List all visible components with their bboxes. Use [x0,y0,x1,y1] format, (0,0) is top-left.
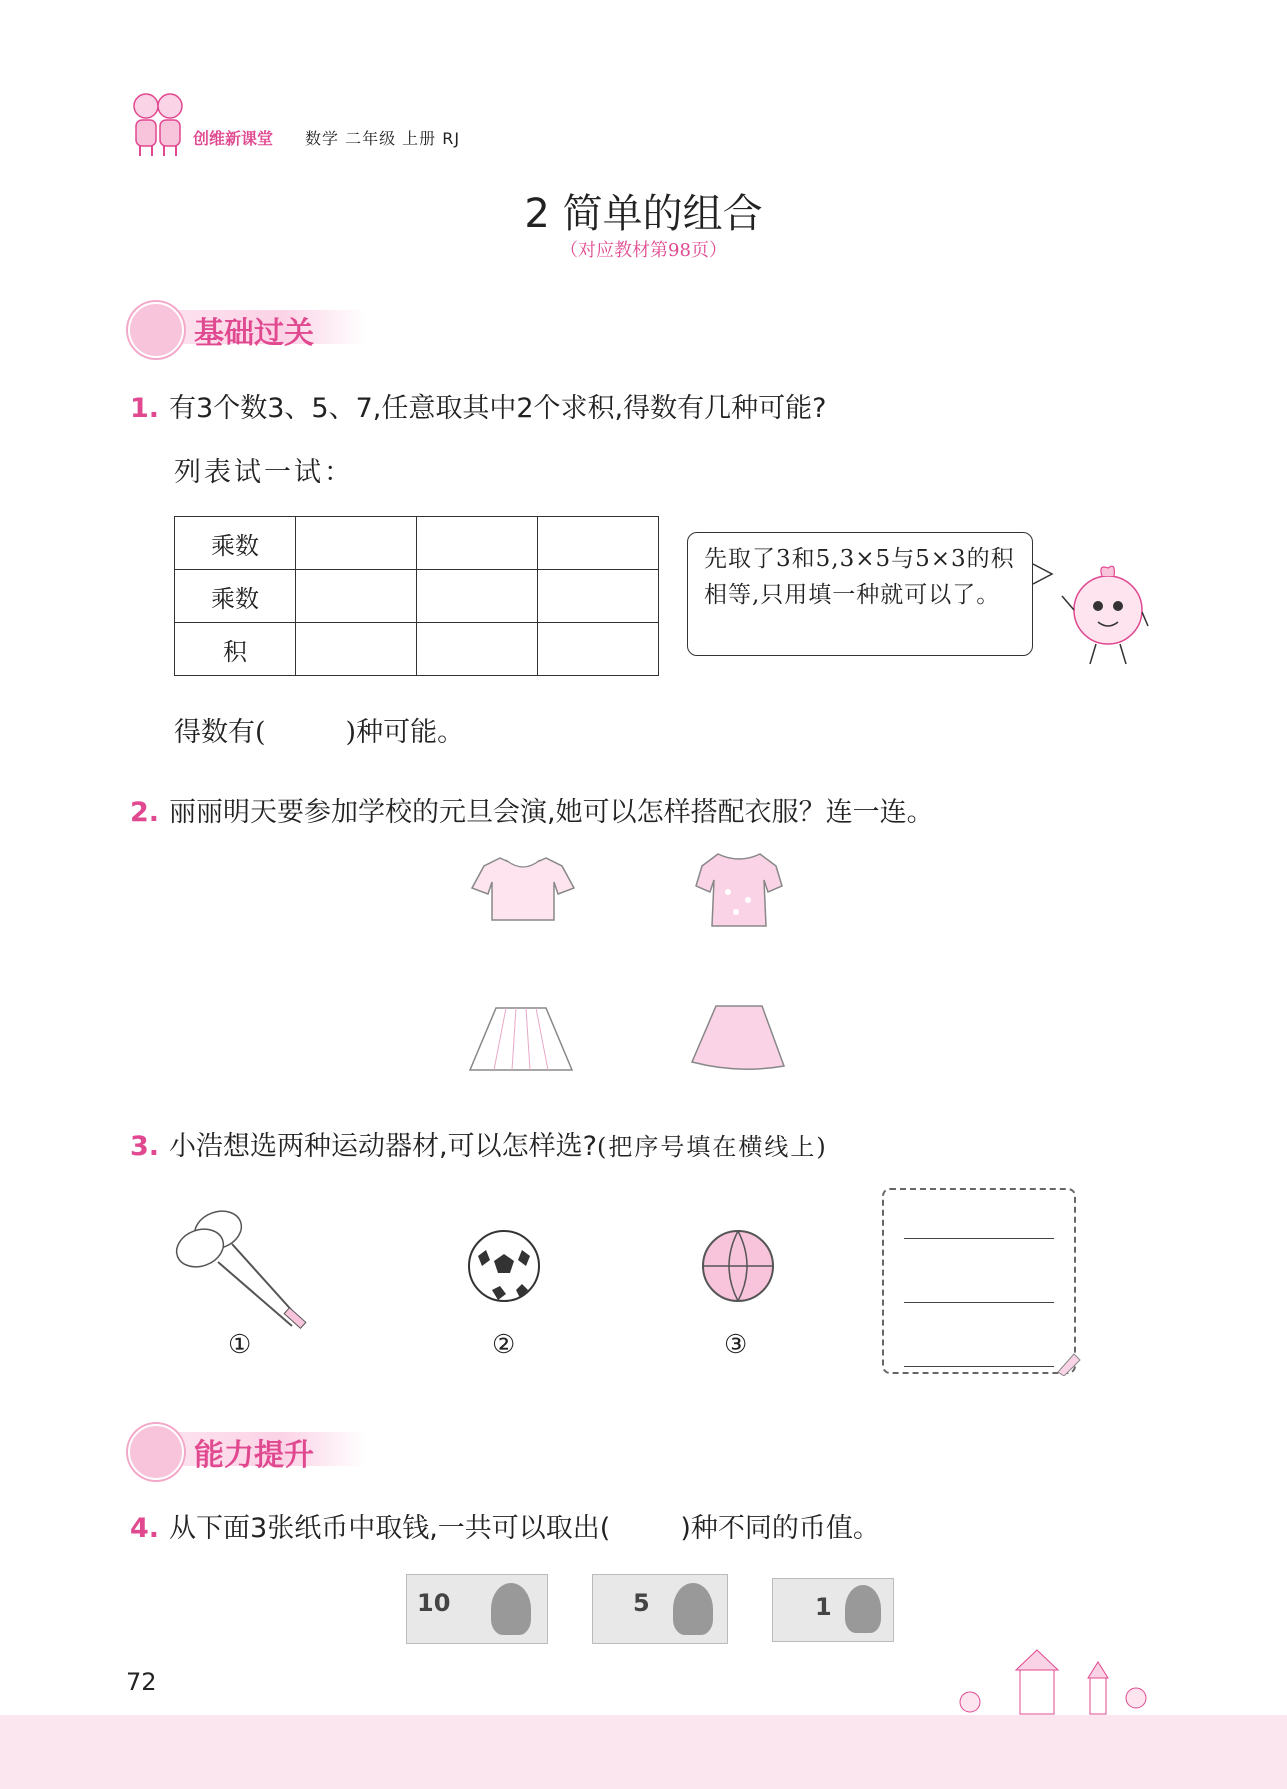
subject-info: 数学 二年级 上册 RJ [305,129,461,148]
section-advanced-header [128,1424,378,1474]
soccer-ball-icon [466,1228,542,1304]
section-basic-label: 基础过关 [194,316,314,351]
pencil-icon [1054,1346,1084,1376]
page-header [128,88,528,160]
section-avatar-icon [128,302,184,358]
item-2-label: ② [492,1330,516,1360]
portrait-icon [673,1583,713,1635]
shirt-1-icon[interactable] [470,852,576,924]
answer-prefix: 得数有( [174,717,266,748]
skirt-wrap-icon[interactable] [688,1002,788,1074]
page-title: 2 简单的组合 [524,191,763,237]
table-cell[interactable] [296,623,417,676]
question-3-note: (把序号填在横线上) [596,1133,828,1161]
question-4-suffix: )种不同的币值。 [680,1513,880,1544]
question-2-text: 丽丽明天要参加学校的元旦会演,她可以怎样搭配衣服？连一连。 [169,797,934,828]
textbook-reference: （对应教材第98页） [560,240,727,261]
section-avatar-icon [128,1424,184,1480]
badminton-rackets-icon [172,1204,312,1332]
question-4-prefix: 从下面3张纸币中取钱,一共可以取出( [169,1513,611,1544]
answer-suffix: )种可能。 [345,717,465,748]
item-1-label: ① [228,1330,252,1360]
portrait-icon [491,1583,531,1635]
section-advanced-label: 能力提升 [194,1438,314,1473]
question-4-number: 4. [130,1513,160,1544]
footer-band [0,1715,1287,1789]
ball-mascot-icon [1058,560,1150,668]
brand-name: 创维新课堂 [193,129,274,148]
row-label: 乘数 [175,570,296,623]
banknote-5 [592,1574,728,1644]
answer-line[interactable] [904,1238,1054,1239]
question-1 [130,386,826,425]
question-2 [130,790,934,829]
table-cell[interactable] [538,623,659,676]
table-cell[interactable] [538,517,659,570]
table-cell[interactable] [417,517,538,570]
bubble-tail-icon [1032,560,1056,590]
item-3-label: ③ [724,1330,748,1360]
banknote-value: 10 [417,1589,451,1617]
question-1-text: 有3个数3、5、7,任意取其中2个求积,得数有几种可能? [169,393,827,424]
answer-line[interactable] [904,1302,1054,1303]
page-number: 72 [126,1668,157,1696]
question-1-number: 1. [130,393,160,424]
section-basic-header [128,302,378,352]
table-row [175,623,659,676]
row-label: 积 [175,623,296,676]
table-cell[interactable] [417,570,538,623]
answer-box [882,1188,1076,1374]
castle-decoration-icon [940,1648,1170,1718]
table-cell[interactable] [296,517,417,570]
banknote-value: 1 [815,1593,832,1621]
skirt-pleated-icon[interactable] [466,1004,576,1076]
answer-line[interactable] [904,1366,1054,1367]
banknote-10 [406,1574,548,1644]
hint-speech-bubble: 先取了3和5,3×5与5×3的积相等,只用填一种就可以了。 [687,532,1033,656]
product-table [174,516,659,676]
question-3 [130,1124,828,1163]
portrait-icon [845,1585,881,1633]
question-1-answer-line [174,710,464,749]
banknote-value: 5 [633,1589,650,1617]
basketball-icon [700,1228,776,1304]
shirt-2-icon[interactable] [694,848,784,932]
table-row [175,570,659,623]
question-3-text: 小浩想选两种运动器材,可以怎样选? [169,1131,597,1162]
question-1-hint: 列表试一试： [174,457,354,488]
row-label: 乘数 [175,517,296,570]
question-3-number: 3. [130,1131,160,1162]
table-cell[interactable] [417,623,538,676]
table-cell[interactable] [296,570,417,623]
banknote-1 [772,1578,894,1642]
table-row [175,517,659,570]
question-4 [130,1506,880,1545]
table-cell[interactable] [538,570,659,623]
question-2-number: 2. [130,797,160,828]
kids-mascot-icon [128,88,188,158]
